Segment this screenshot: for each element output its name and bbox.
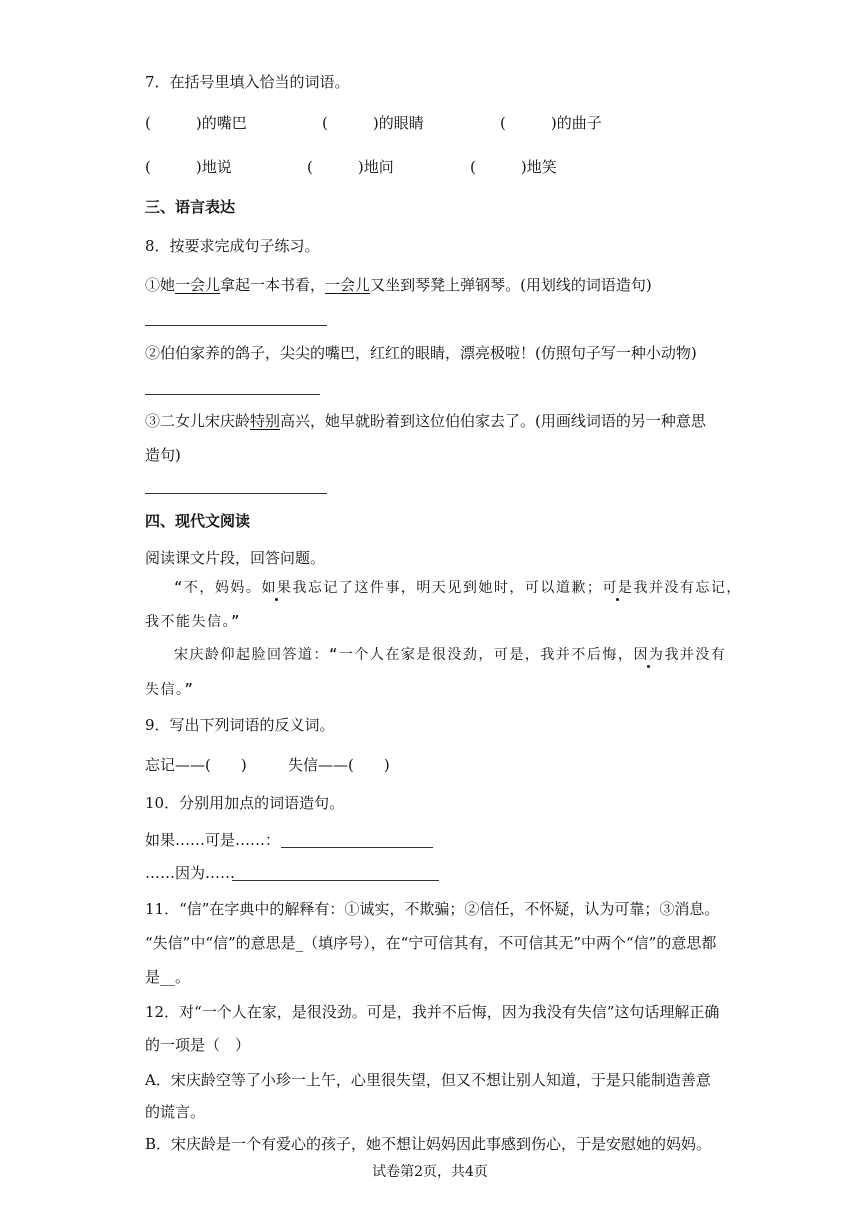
- section-3-heading: 三、语言表达: [145, 198, 236, 216]
- q11-line-2: “失信”中“信”的意思是_（填序号），在“宁可信其有，不可信其无”中两个“信”的意思都: [145, 934, 717, 952]
- passage-p2-line2: 失信。”: [145, 682, 195, 698]
- passage-p2-a: 宋庆龄仰起脸回答道：“一个人在家是很没劲，可是，我并不后悔，: [174, 647, 634, 663]
- q12-option-a-cont: 的谎言。: [145, 1103, 206, 1121]
- q8-s1-part-c: 又坐到琴凳上弹钢琴。(用划线的词语造句): [370, 276, 652, 294]
- q7-blank-eyes: ( )的眼睛: [322, 114, 424, 132]
- q8-s1-underlined-2: 一会儿: [325, 276, 371, 294]
- dotted-word-yinwei: 因为: [633, 647, 665, 663]
- q8-s1-part-a: ①她: [145, 276, 176, 294]
- passage-p1-c: 我并没有忘记，: [633, 580, 742, 596]
- q12-option-b: B．宋庆龄是一个有爱心的孩子，她不想让妈妈因此事感到伤心，于是安慰她的妈妈。: [145, 1135, 712, 1153]
- q7-title: 7．在括号里填入恰当的词语。: [145, 73, 350, 91]
- passage-p1-a: “不，妈妈。: [174, 580, 262, 596]
- q8-s1-part-b: 拿起一本书看，: [220, 276, 326, 294]
- q8-answer-line-3: [145, 493, 327, 494]
- q8-sentence-3-cont: 造句): [145, 446, 181, 464]
- q8-s3-underlined: 特别: [250, 412, 281, 430]
- q8-s3-part-b: 高兴，她早就盼着到这位伯伯家去了。(用画线词语的另一种意思: [280, 412, 706, 430]
- q8-sentence-3: [145, 411, 706, 431]
- q11-line-1: 11．“信”在字典中的解释有：①诚实，不欺骗；②信任，不怀疑，认为可靠；③消息。: [145, 900, 720, 918]
- passage-p1-line1: [174, 578, 742, 598]
- q10-answer-line-1: [281, 847, 433, 848]
- passage-p1-b: 我忘记了这件事，明天见到她时，可以道歉；: [292, 580, 603, 596]
- q7-blank-say: ( )地说: [145, 158, 232, 176]
- passage-p2-line1: [174, 645, 726, 665]
- q9-item-shixin: 失信——( ): [288, 756, 390, 774]
- q7-blank-laugh: ( )地笑: [470, 158, 557, 176]
- q10-line-2-label: ……因为……: [145, 864, 236, 882]
- q8-answer-line-2: [145, 394, 320, 395]
- reading-intro: 阅读课文片段，回答问题。: [145, 549, 326, 567]
- q10-title: 10．分别用加点的词语造句。: [145, 794, 345, 812]
- q8-answer-line-1: [145, 325, 327, 326]
- page-footer: 试卷第2页，共4页: [372, 1164, 488, 1180]
- q8-sentence-2: ②伯伯家养的鸽子，尖尖的嘴巴，红红的眼睛，漂亮极啦！(仿照句子写一种小动物): [145, 344, 697, 362]
- q8-s1-underlined-1: 一会儿: [175, 276, 221, 294]
- q8-sentence-1: [145, 275, 652, 295]
- q7-blank-mouth: ( )的嘴巴: [145, 114, 247, 132]
- q10-answer-line-2: [232, 880, 439, 881]
- dotted-word-keshi: 可是: [602, 580, 634, 596]
- q11-line-3: 是__。: [145, 968, 191, 986]
- q12-option-a: A．宋庆龄空等了小珍一上午，心里很失望，但又不想让别人知道，于是只能制造善意: [145, 1071, 711, 1089]
- q12-line-1: 12．对“一个人在家，是很没劲。可是，我并不后悔，因为我没有失信”这句话理解正确: [145, 1003, 720, 1021]
- passage-p2-b: 我并没有: [664, 647, 727, 663]
- q7-blank-ask: ( )地问: [307, 158, 394, 176]
- q8-title: 8．按要求完成句子练习。: [145, 237, 320, 255]
- dotted-word-ruguo: 如果: [261, 580, 293, 596]
- q10-line-1-label: 如果……可是……：: [145, 831, 281, 849]
- section-4-heading: 四、现代文阅读: [145, 512, 251, 530]
- q8-s3-part-a: ③二女儿宋庆龄: [145, 412, 251, 430]
- passage-p1-line2: 我不能失信。”: [145, 614, 241, 630]
- q9-title: 9．写出下列词语的反义词。: [145, 716, 335, 734]
- q7-blank-tune: ( )的曲子: [500, 114, 602, 132]
- q12-line-2: 的一项是（ ）: [145, 1036, 251, 1054]
- q9-item-wangji: 忘记——( ): [145, 756, 247, 774]
